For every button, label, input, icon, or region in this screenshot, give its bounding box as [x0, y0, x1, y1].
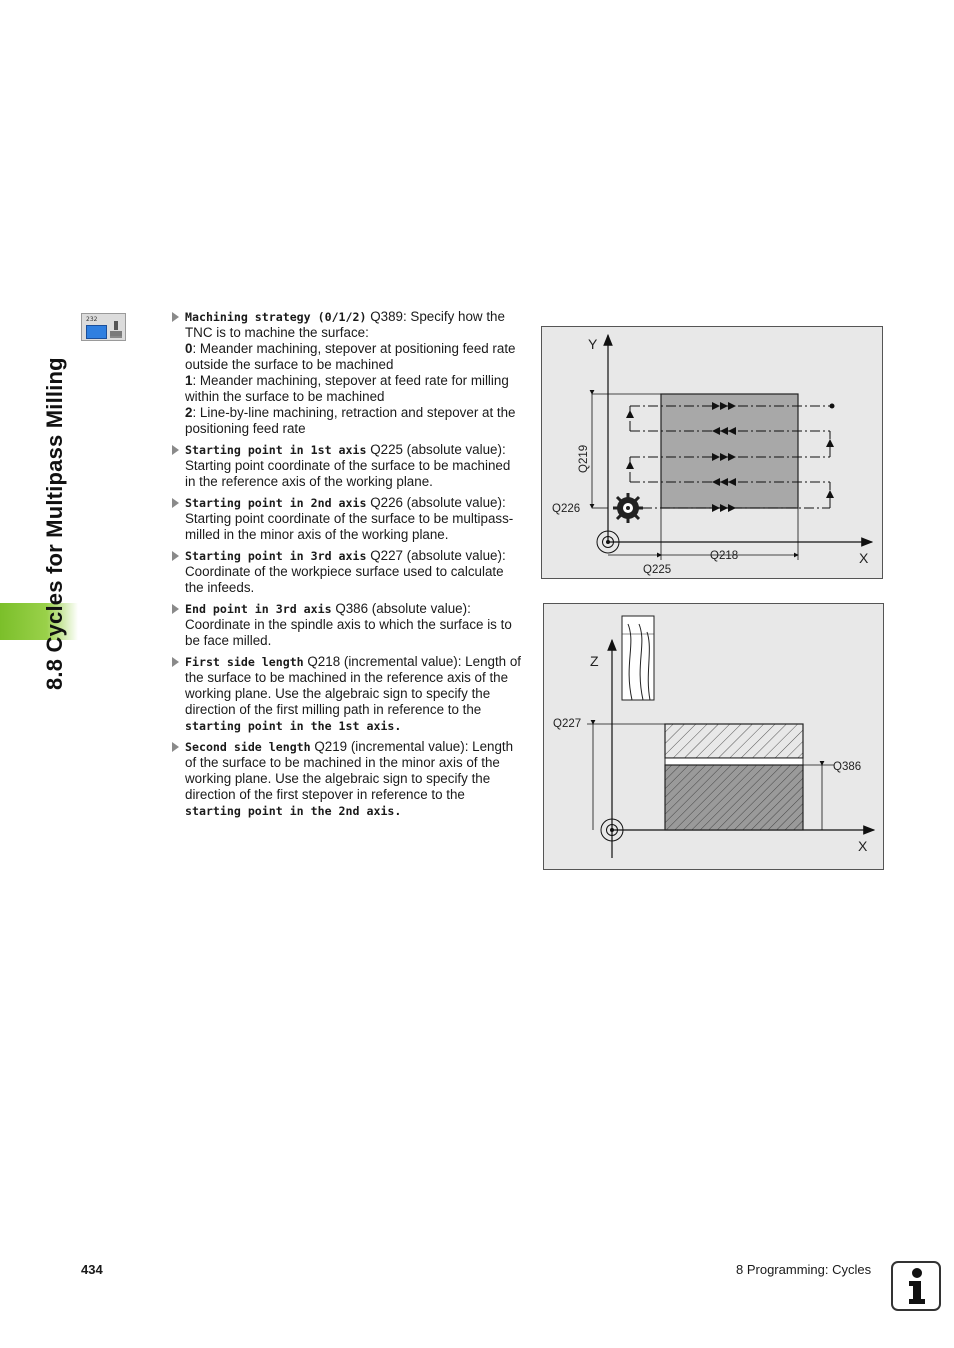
info-glyph-icon — [893, 1263, 939, 1309]
bullet-triangle-icon — [172, 742, 179, 752]
chapter-footer: 8 Programming: Cycles — [736, 1262, 872, 1277]
svg-text:Q226: Q226 — [552, 503, 581, 515]
side-chapter-title: 8.8 Cycles for Multipass Milling — [42, 357, 67, 690]
svg-text:Q386: Q386 — [833, 761, 862, 773]
bullet-triangle-icon — [172, 657, 179, 667]
figure-xy-plane — [541, 326, 883, 579]
svg-text:Y: Y — [588, 336, 598, 352]
svg-text:Q225: Q225 — [643, 564, 672, 576]
svg-text:Q219: Q219 — [578, 444, 590, 473]
svg-text:Q218: Q218 — [710, 550, 739, 562]
bullet-triangle-icon — [172, 551, 179, 561]
param-q389: Machining strategy (0/1/2) Q389: Specify how the TNC is to machine the surface: 0: Meander machining, stepover at positioning feed rate outside the surface to be machined 1: Meander machining, stepover at feed rate for milling within the surface to be machined 2: Line-by-line machining, retraction and stepover at the positioning feed rate — [172, 309, 524, 437]
svg-text:X: X — [858, 838, 868, 854]
param-q227: Starting point in 3rd axis Q227 (absolute value): Coordinate of the workpiece surface used to calculate the infeeds. — [172, 548, 524, 596]
bullet-triangle-icon — [172, 604, 179, 614]
bullet-triangle-icon — [172, 498, 179, 508]
info-icon[interactable] — [891, 1261, 941, 1311]
param-q225: Starting point in 1st axis Q225 (absolute value): Starting point coordinate of the surface to be machined in the reference axis of the working plane. — [172, 442, 524, 490]
cycle-232-icon: 232 — [81, 313, 126, 341]
svg-text:Q227: Q227 — [553, 718, 582, 730]
param-q386: End point in 3rd axis Q386 (absolute value): Coordinate in the spindle axis to which the surface is to be face milled. — [172, 601, 524, 649]
param-q226: Starting point in 2nd axis Q226 (absolute value): Starting point coordinate of the surface to be multipass-milled in the minor axis of the working plane. — [172, 495, 524, 543]
svg-text:Z: Z — [590, 653, 599, 669]
page-number: 434 — [81, 1262, 103, 1277]
figure-xz-plane — [543, 603, 884, 870]
svg-text:X: X — [859, 550, 869, 566]
parameter-list — [172, 309, 524, 824]
bullet-triangle-icon — [172, 312, 179, 322]
milling-tool-icon — [109, 320, 123, 338]
param-q219: Second side length Q219 (incremental value): Length of the surface to be machined in the minor axis of the working plane. Use the algebraic sign to specify the direction of the first stepover in reference to the starting point in the 2nd axis. — [172, 739, 524, 819]
milling-cutter-icon — [613, 493, 643, 523]
param-q218: First side length Q218 (incremental value): Length of the surface to be machined in the reference axis of the working plane. Use the algebraic sign to specify the direction of the first milling path in reference to the starting point in the 1st axis. — [172, 654, 524, 734]
end-mill-icon — [622, 616, 654, 700]
bullet-triangle-icon — [172, 445, 179, 455]
